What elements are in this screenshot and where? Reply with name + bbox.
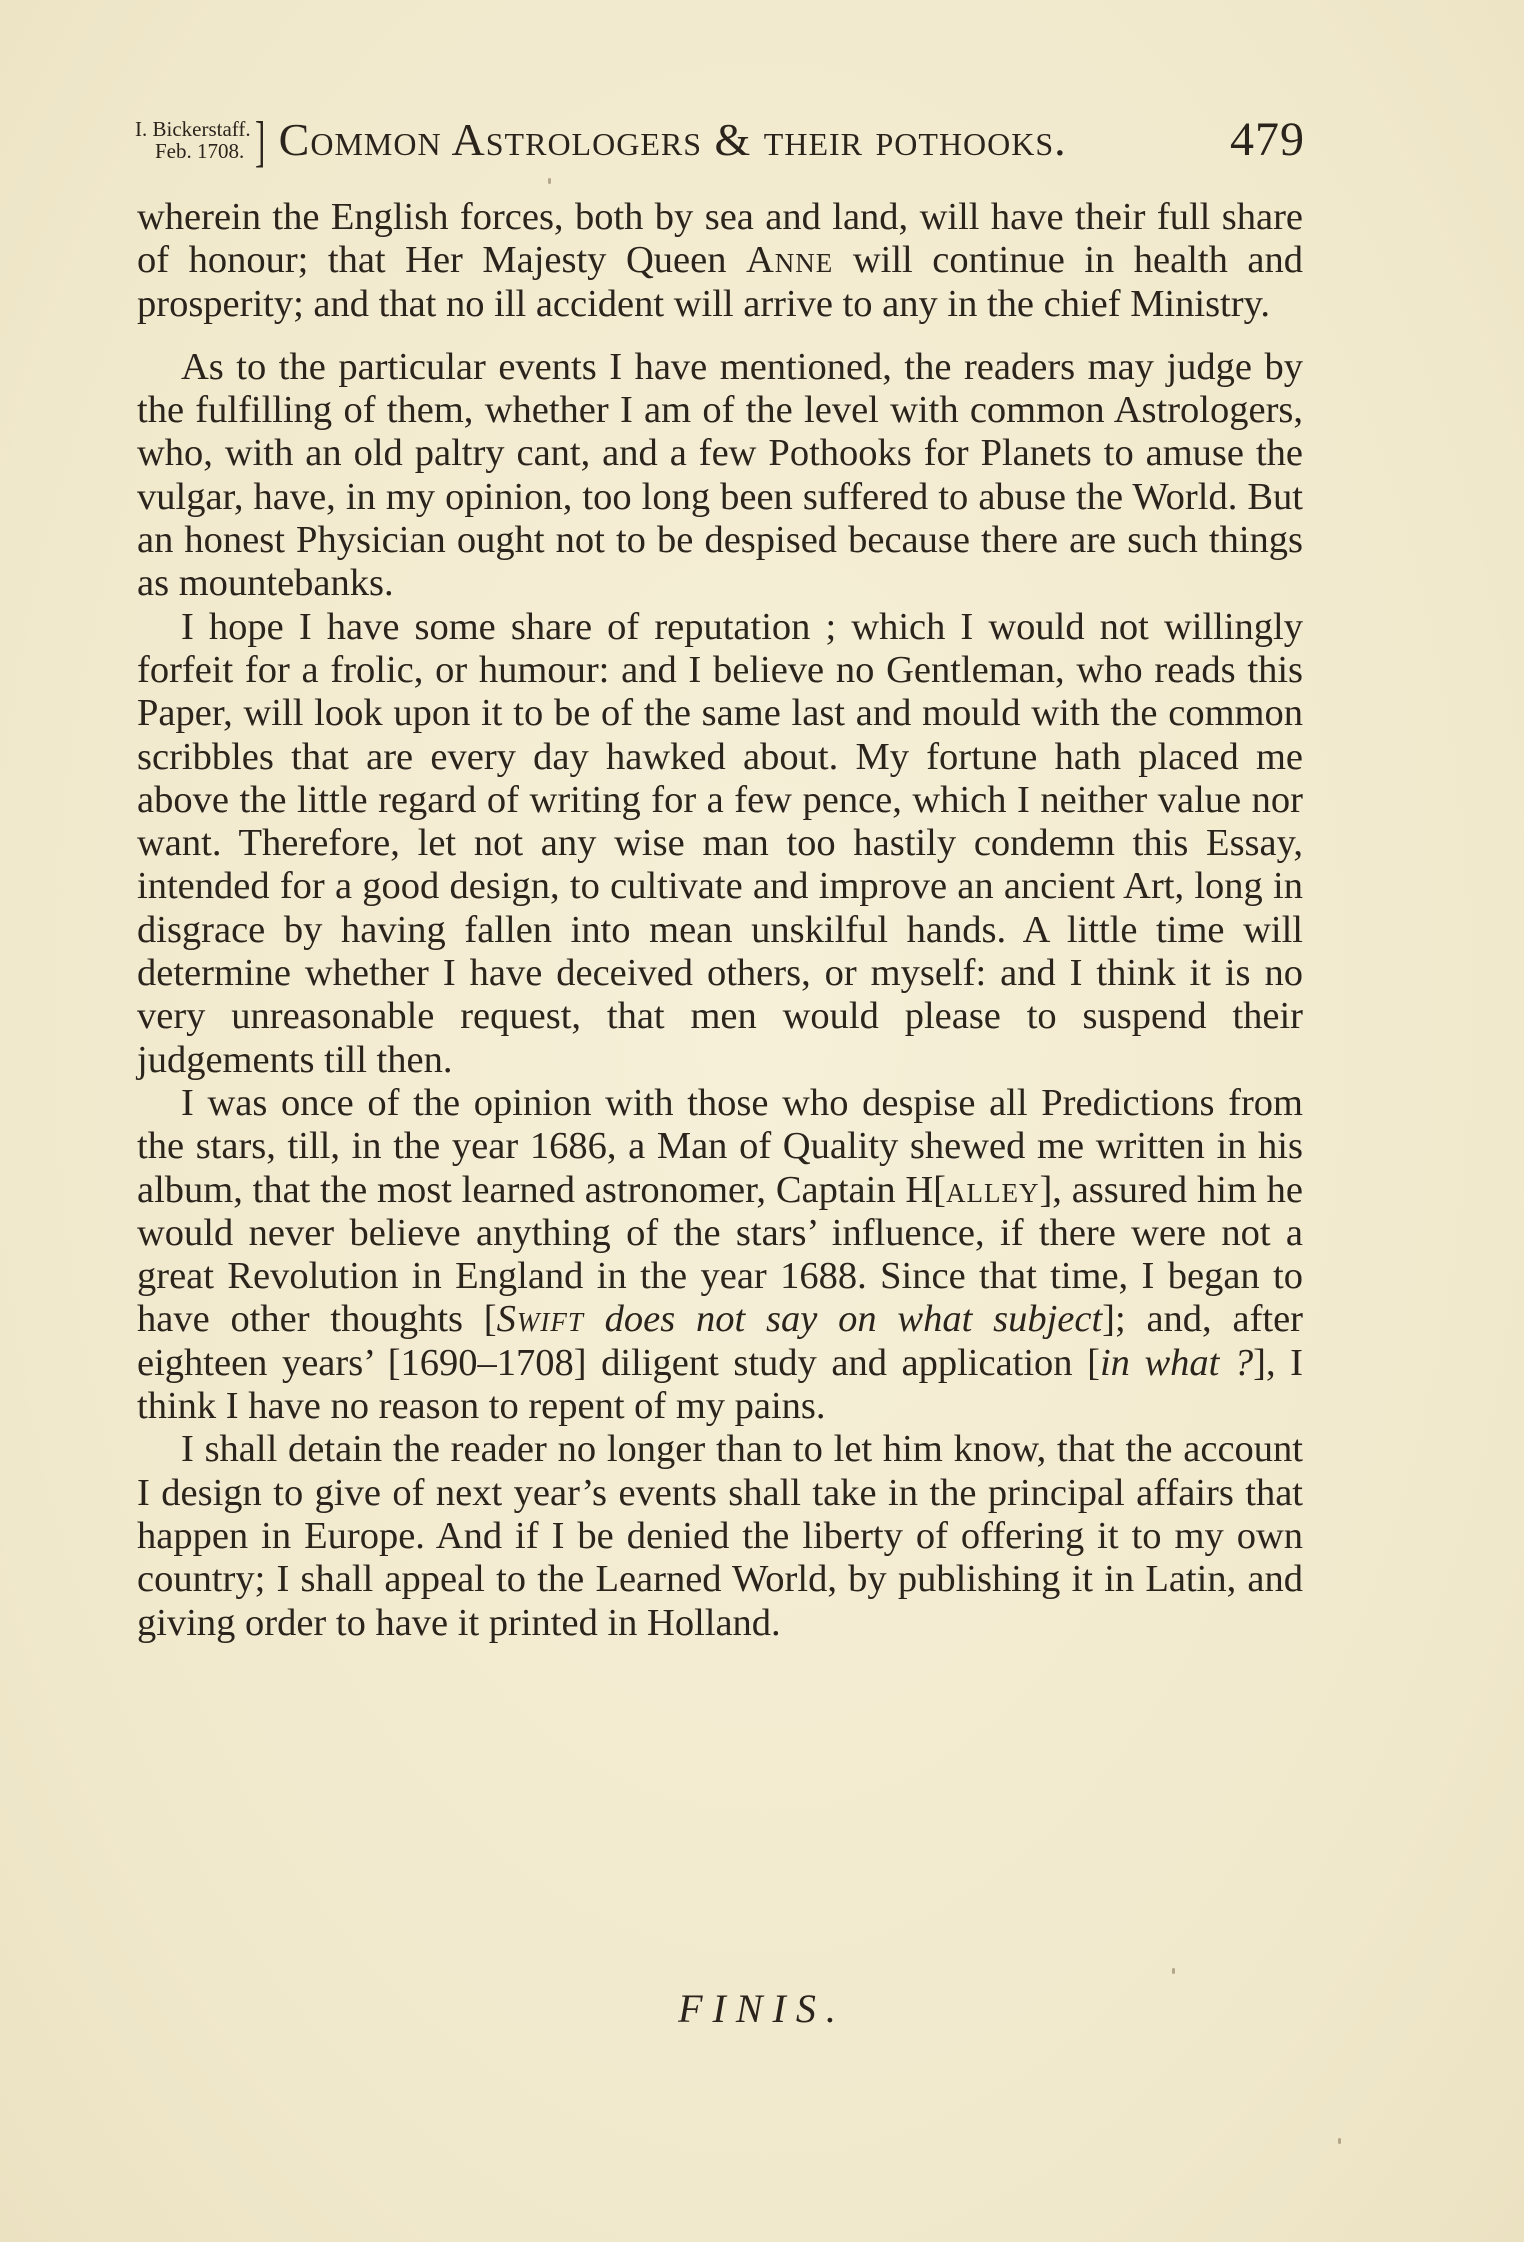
paragraph-3 <box>137 606 1303 1082</box>
paragraph-1 <box>137 196 1303 326</box>
body-text <box>137 196 1303 1645</box>
paragraph-1-text: wherein the English forces, both by sea and land, will have their full share of honour; that Her Majesty Queen <box>137 196 1303 282</box>
paper-speck <box>1338 2138 1341 2144</box>
paragraph-4-part-c: ]; and, after eighteen years’ [1690–1708] diligent study and application [ <box>137 1298 1303 1384</box>
source-attribution <box>135 118 251 170</box>
page-number: 479 <box>1230 113 1305 166</box>
name-alley: alley <box>946 1168 1040 1211</box>
editorial-note-1: does not say on what subject <box>583 1298 1103 1341</box>
running-header <box>135 100 1305 173</box>
name-anne: Anne <box>745 239 834 282</box>
paragraph-5 <box>137 1428 1303 1644</box>
source-author: I. Bickerstaff. <box>135 117 251 141</box>
paragraph-4-part-a: I was once of the opinion with those who despise all Predictions from the stars, till, in the year 1686, a Man of Quality shewed me written in his album, that the most learned astronomer, Captain H[ <box>137 1081 1303 1211</box>
source-date: Feb. 1708. <box>155 139 245 163</box>
header-bracket: ] <box>254 111 265 173</box>
paragraph-2 <box>137 346 1303 606</box>
finis-mark: FINIS. <box>678 1986 846 2031</box>
paragraph-1-end: will continue in health and prosperity; and that no ill accident will arrive to any in the chief Ministry. <box>137 239 1303 325</box>
paper-speck <box>1172 1968 1175 1974</box>
editorial-note-2: in what ? <box>1099 1341 1254 1384</box>
paragraph-3-text: I hope I have some share of reputation ; which I would not willingly forfeit for a frolic, or humour: and I believe no Gentleman, who reads this Paper, will look upon it to be of the same last and mould with the common scribbles that are every day hawked about. My fortune hath placed me above the little regard of writing for a few pence, which I neither value nor want. Therefore, let not any wise man too hastily condemn this Essay, intended for a good design, to cultivate and improve an ancient Art, long in disgrace by having fallen into mean unskilful hands. A little time will determine whether I have deceived others, or myself: and I think it is no very unreasonable request, that men would please to suspend their judgements till then. <box>137 605 1303 1081</box>
running-title: Common Astrologers & their pothooks. <box>278 114 1067 165</box>
paragraph-2-text: As to the particular events I have mentioned, the readers may judge by the fulfilling of them, whether I am of the level with common Astrologers, who, with an old paltry cant, and a few Pothooks for Planets to amuse the vulgar, have, in my opinion, too long been suffered to abuse the World. But an honest Physician ought not to be despised because there are such things as mountebanks. <box>137 345 1303 605</box>
name-swift: Swift <box>496 1298 584 1341</box>
paragraph-4-part-b: ], assured him he would never believe anything of the stars’ influence, if there were not a great Revolution in England in the year 1688. Since that time, I began to have other thoughts [ <box>137 1168 1304 1341</box>
paragraph-4-part-d: ], I think I have no reason to repent of my pains. <box>137 1341 1303 1428</box>
paragraph-5-text: I shall detain the reader no longer than to let him know, that the account I design to give of next year’s events shall take in the principal affairs that happen in Europe. And if I be denied the liberty of offering it to my own country; I shall appeal to the Learned World, by publishing it in Latin, and giving order to have it printed in Holland. <box>137 1428 1303 1644</box>
paper-speck <box>548 178 551 184</box>
paragraph-4 <box>137 1082 1303 1428</box>
